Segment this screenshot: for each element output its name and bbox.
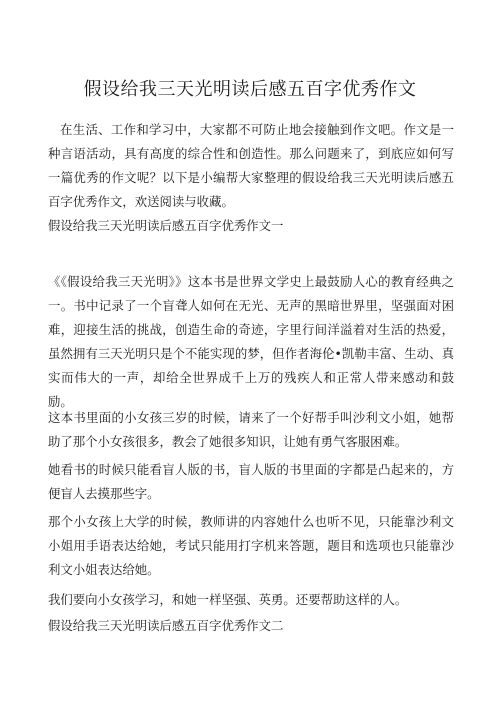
essay-1-paragraph-5: 我们要向小女孩学习，和她一样坚强、英勇。还要帮助这样的人。 <box>48 592 408 607</box>
intro-paragraph: 在生活、工作和学习中，大家都不可防止地会接触到作文吧。作文是一种言语活动，具有高度的综合性和创造性。那么问题来了，到底应如何写一篇优秀的作文呢？以下是小编帮大家整理的假设给我三天光明读后感五百字优秀作文，欢送阅读与收藏。 <box>48 122 454 209</box>
essay-1-paragraph-2: 这本书里面的小女孩三岁的时候，请来了一个好帮手叫沙利文小姐，她帮助了那个小女孩很多，教会了她很多知识，让她有勇气客服困难。 <box>48 410 454 449</box>
essay-1-paragraph-1: 《《假设给我三天光明》》这本书是世界文学史上最鼓励人心的教育经典之一。书中记录了一个盲聋人如何在无光、无声的黑暗世界里，坚强面对困难，迎接生活的挑战，创造生命的奇迹，字里行间洋溢着对生活的热爱，虽然拥有三天光明只是个不能实现的梦，但作者海伦•凯勒丰富、生动、真实而伟大的一声，却给全世界成千上万的残疾人和正常人带来感动和鼓励。 <box>48 274 454 409</box>
essay-1-paragraph-3: 她看书的时候只能看盲人版的书，盲人版的书里面的字都是凸起来的，方便盲人去摸那些字。 <box>48 462 454 501</box>
document-title: 假设给我三天光明读后感五百字优秀作文 <box>83 79 417 100</box>
essay-2-heading: 假设给我三天光明读后感五百字优秀作文二 <box>48 618 284 633</box>
essay-1-paragraph-4: 那个小女孩上大学的时候，教师讲的内容她什么也听不见，只能靠沙利文小姐用手语表达给她，考试只能用打字机来答题，题目和选项也只能靠沙利文小姐表达给她。 <box>48 514 454 577</box>
essay-1-heading: 假设给我三天光明读后感五百字优秀作文一 <box>48 218 284 233</box>
